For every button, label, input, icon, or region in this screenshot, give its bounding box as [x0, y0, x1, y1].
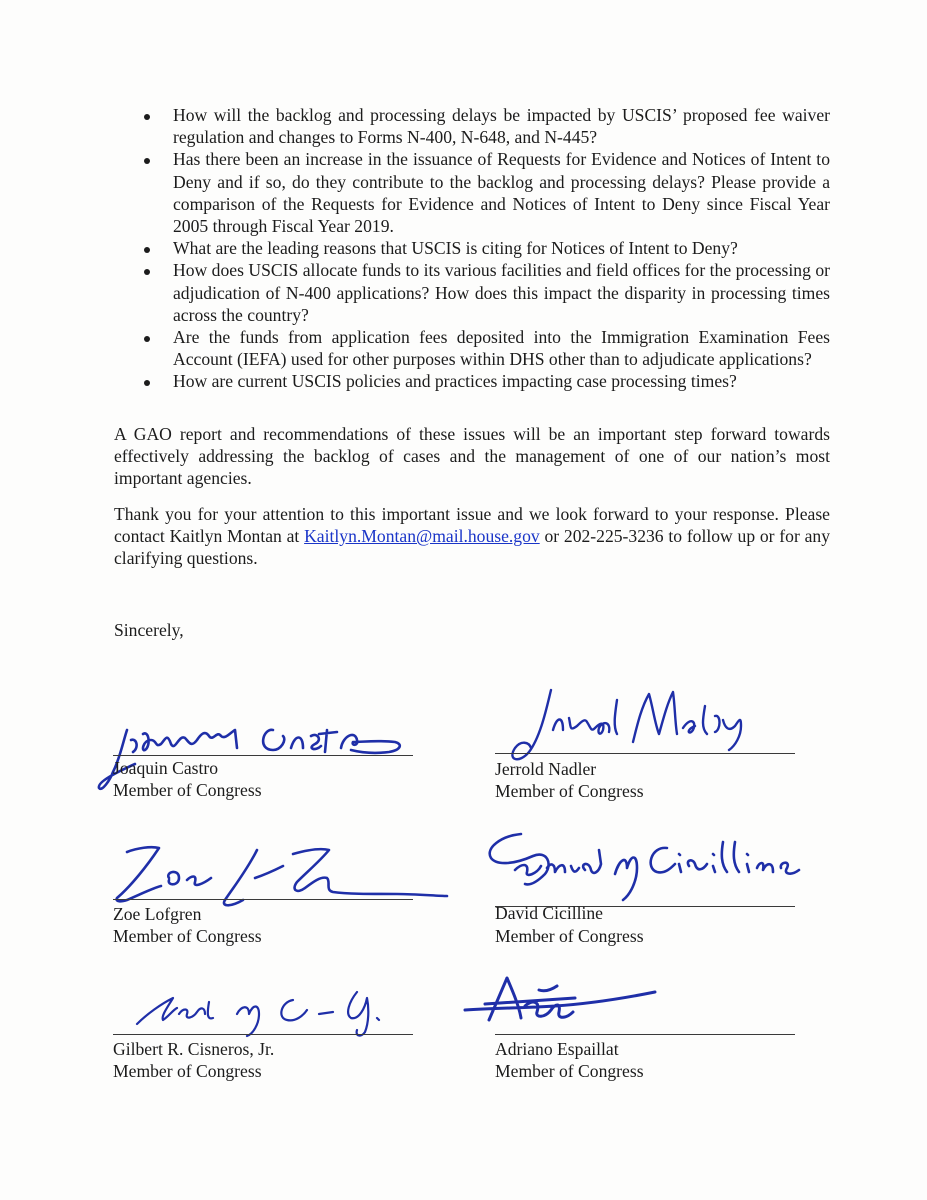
- list-item: [114, 237, 830, 259]
- signatory-name: David Cicilline: [495, 903, 603, 923]
- signatory-title: Member of Congress: [113, 926, 262, 946]
- bullet-icon: [144, 114, 150, 120]
- signature-line: [113, 899, 413, 900]
- list-item: [114, 104, 830, 148]
- signatory-name: Joaquin Castro: [113, 758, 219, 778]
- question-text: How does USCIS allocate funds to its various facilities and field offices for the processing or adjudication of N-400 applications? How does this impact the disparity in processing times across the country?: [173, 260, 830, 325]
- closing: Sincerely,: [114, 620, 184, 640]
- list-item: [114, 370, 830, 392]
- list-item: [114, 259, 830, 326]
- bullet-icon: [144, 247, 150, 253]
- signatory-title: Member of Congress: [495, 781, 644, 801]
- signatory-title: Member of Congress: [113, 780, 262, 800]
- question-text: How are current USCIS policies and practices impacting case processing times?: [173, 371, 737, 392]
- list-item: [114, 326, 830, 370]
- list-item: [114, 148, 830, 237]
- question-text: Has there been an increase in the issuance of Requests for Evidence and Notices of Intent to Deny and if so, do they contribute to the backlog and processing delays? Please provide a comparison of the Requests for Evidence and Notices of Intent to Deny since Fiscal Year 2005 through Fiscal Year 2019.: [173, 149, 830, 237]
- signatory-name: Gilbert R. Cisneros, Jr.: [113, 1039, 275, 1059]
- signatory-name: Jerrold Nadler: [495, 759, 597, 779]
- signatory-title: Member of Congress: [495, 926, 644, 946]
- gao-paragraph: A GAO report and recommendations of these issues will be an important step forward towards effectively addressing the backlog of cases and the management of one of our nation’s most important agencies.: [114, 424, 830, 489]
- thanks-text-after: or 202-225-3236 to follow up or for any clarifying questions.: [114, 526, 830, 569]
- signature-line: [495, 753, 795, 754]
- signatory-title: Member of Congress: [113, 1061, 262, 1081]
- signatory-title: Member of Congress: [495, 1061, 644, 1081]
- question-text: What are the leading reasons that USCIS is citing for Notices of Intent to Deny?: [173, 238, 738, 259]
- question-text: Are the funds from application fees deposited into the Immigration Examination Fees Account (IEFA) used for other purposes within DHS other than to adjudicate applications?: [173, 327, 830, 370]
- thanks-paragraph: [114, 503, 830, 570]
- question-text: How will the backlog and processing delays be impacted by USCIS’ proposed fee waiver regulation and changes to Forms N-400, N-648, and N-445?: [173, 105, 830, 148]
- question-list: [114, 104, 830, 393]
- bullet-icon: [144, 336, 150, 342]
- bullet-icon: [144, 380, 150, 386]
- signature-line: [113, 1034, 413, 1035]
- contact-email-link[interactable]: Kaitlyn.Montan@mail.house.gov: [304, 526, 540, 547]
- bullet-icon: [144, 158, 150, 164]
- signature-cicilline: [481, 824, 801, 914]
- bullet-icon: [144, 269, 150, 275]
- thanks-text-before: Thank you for your attention to this important issue and we look forward to your response. Please contact Kaitlyn Montan at: [114, 504, 830, 547]
- signature-line: [495, 1034, 795, 1035]
- signature-line: [113, 755, 413, 756]
- signatory-name: Adriano Espaillat: [495, 1039, 619, 1059]
- signatory-name: Zoe Lofgren: [113, 904, 202, 924]
- signature-espaillat: [455, 970, 755, 1040]
